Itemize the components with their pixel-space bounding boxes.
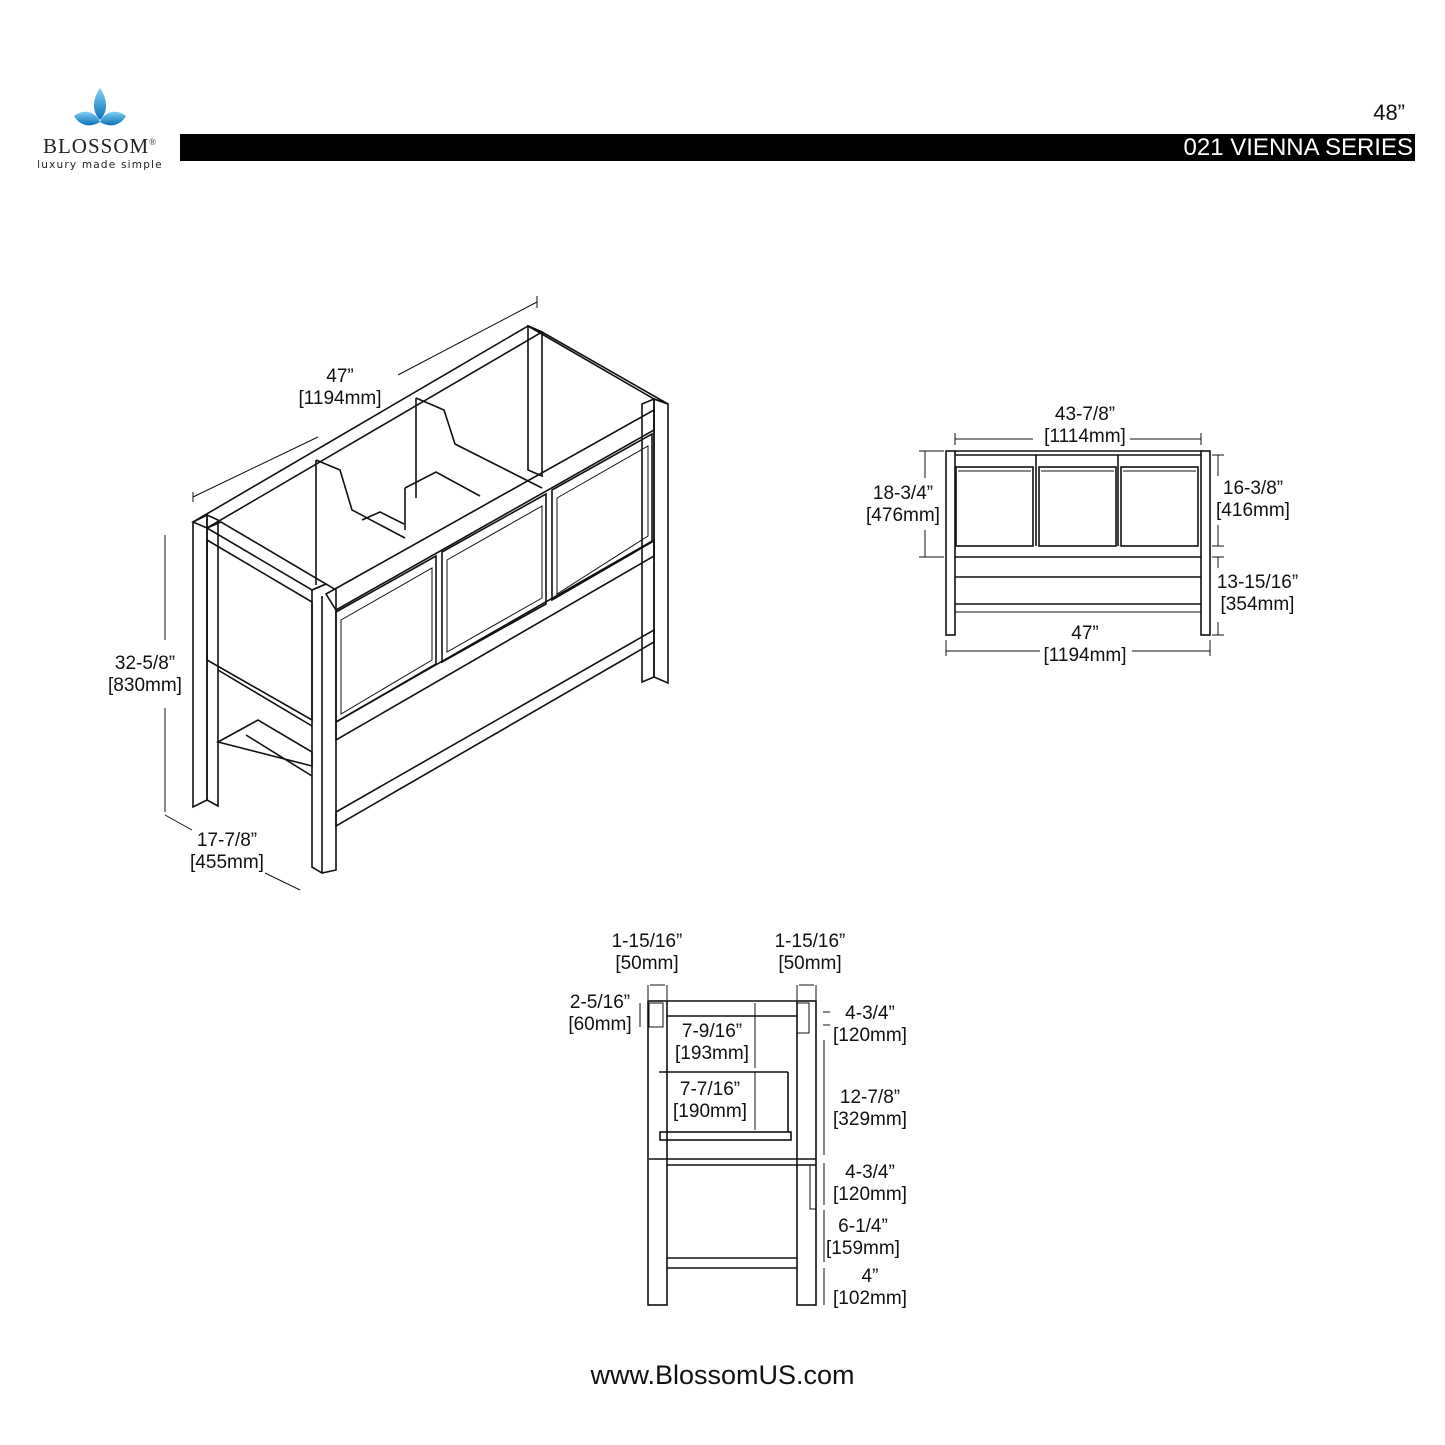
front-drawer-height-label: 16-3/8” [416mm] bbox=[1216, 478, 1290, 521]
registered-mark: ® bbox=[149, 137, 158, 147]
side-top-rail-label: 4-3/4” [120mm] bbox=[833, 1003, 907, 1046]
front-cabinet-height-label: 18-3/4” [476mm] bbox=[866, 483, 940, 526]
iso-depth-label: 17-7/8” [455mm] bbox=[190, 830, 264, 873]
website-link[interactable]: www.BlossomUS.com bbox=[590, 1360, 855, 1390]
product-size: 48” bbox=[1373, 100, 1405, 125]
brand-name: BLOSSOM bbox=[42, 134, 150, 158]
side-shelf-gap-label: 6-1/4” [159mm] bbox=[826, 1216, 900, 1259]
iso-height-label: 32-5/8” [830mm] bbox=[108, 653, 182, 696]
front-inner-width-label: 43-7/8” [1114mm] bbox=[1044, 404, 1126, 447]
brand-tagline: luxury made simple bbox=[37, 159, 163, 171]
series-title: 021 VIENNA SERIES bbox=[1183, 134, 1413, 161]
isometric-view-drawing bbox=[165, 296, 668, 890]
side-left-post-label: 1-15/16” [50mm] bbox=[611, 931, 683, 974]
side-lower-rail-label: 4-3/4” [120mm] bbox=[833, 1162, 907, 1205]
front-overall-width-label: 47” [1194mm] bbox=[1043, 623, 1127, 666]
front-leg-clearance-label: 13-15/16” [354mm] bbox=[1216, 572, 1299, 615]
iso-width-label: 47” [1194mm] bbox=[298, 366, 382, 409]
side-mid-span-label: 12-7/8” [329mm] bbox=[833, 1087, 907, 1130]
side-lower-drawer-label: 7-7/16” [190mm] bbox=[673, 1079, 747, 1122]
side-top-offset-label: 2-5/16” [60mm] bbox=[568, 992, 632, 1035]
side-right-post-label: 1-15/16” [50mm] bbox=[774, 931, 846, 974]
side-upper-drawer-label: 7-9/16” [193mm] bbox=[675, 1021, 749, 1064]
side-floor-clearance-label: 4” [102mm] bbox=[833, 1266, 907, 1309]
